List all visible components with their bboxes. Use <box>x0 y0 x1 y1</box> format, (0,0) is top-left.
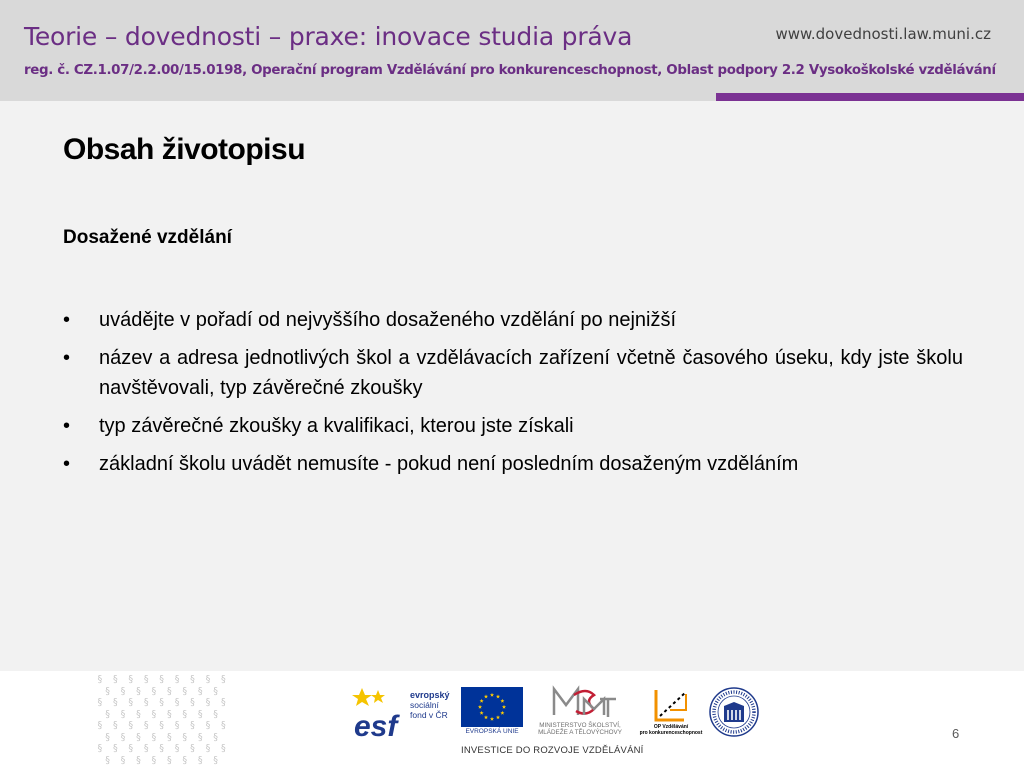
project-title: Teorie – dovednosti – praxe: inovace studia práva <box>24 22 633 51</box>
investice-caption: INVESTICE DO ROZVOJE VZDĚLÁVÁNÍ <box>461 745 644 756</box>
esf-mark-icon <box>352 686 408 740</box>
eu-caption: EVROPSKÁ UNIE <box>465 728 519 735</box>
bullet-icon: • <box>63 415 71 437</box>
esf-caption: evropský sociální fond v ČR <box>410 690 450 720</box>
bullet-text: typ závěrečné zkoušky a kvalifikaci, kterou jste získali <box>99 415 574 437</box>
list-item <box>63 411 963 441</box>
project-url: www.dovednosti.law.muni.cz <box>775 25 991 43</box>
esf-logo <box>352 686 457 740</box>
slide-title: Obsah životopisu <box>63 133 306 166</box>
msmt-caption: MINISTERSTVO ŠKOLSTVÍ, MLÁDEŽE A TĚLOVÝCHOVY <box>538 722 622 736</box>
bullet-icon: • <box>63 453 71 475</box>
list-item <box>63 305 963 335</box>
op-caption: OP Vzdělávání pro konkurenceschopnost <box>639 724 703 736</box>
page-number: 6 <box>952 726 960 741</box>
slide-header <box>0 0 1024 101</box>
svg-text:esf: esf <box>354 710 398 740</box>
list-item <box>63 343 963 403</box>
list-item <box>63 449 963 479</box>
paragraph-section-pattern-icon: § § § § § § § § § § § § § § § § § § § § § § § § § § § § § § § § § § § § § § § § § § § § § § § § § § § § § § § § § § § § § § § § § § § § <box>97 674 229 766</box>
bullet-text: základní školu uvádět nemusíte - pokud není posledním dosaženým vzděláním <box>99 453 799 475</box>
bullet-list <box>63 305 963 487</box>
bullet-icon: • <box>63 347 71 369</box>
bullet-text: uvádějte v pořadí od nejvyššího dosaženého vzdělání po nejnižší <box>99 309 677 331</box>
bullet-icon: • <box>63 309 71 331</box>
bullet-text: název a adresa jednotlivých škol a vzdělávacích zařízení včetně časového úseku, kdy jste školu navštěvovali, typ závěrečné zkoušky <box>99 347 963 399</box>
section-heading: Dosažené vzdělání <box>63 227 232 248</box>
masaryk-university-seal-icon <box>708 686 760 738</box>
project-registration: reg. č. CZ.1.07/2.2.00/15.0198, Operační program Vzdělávání pro konkurenceschopnost, Oblast podpory 2.2 Vysokoškolské vzdělávání <box>24 63 996 78</box>
